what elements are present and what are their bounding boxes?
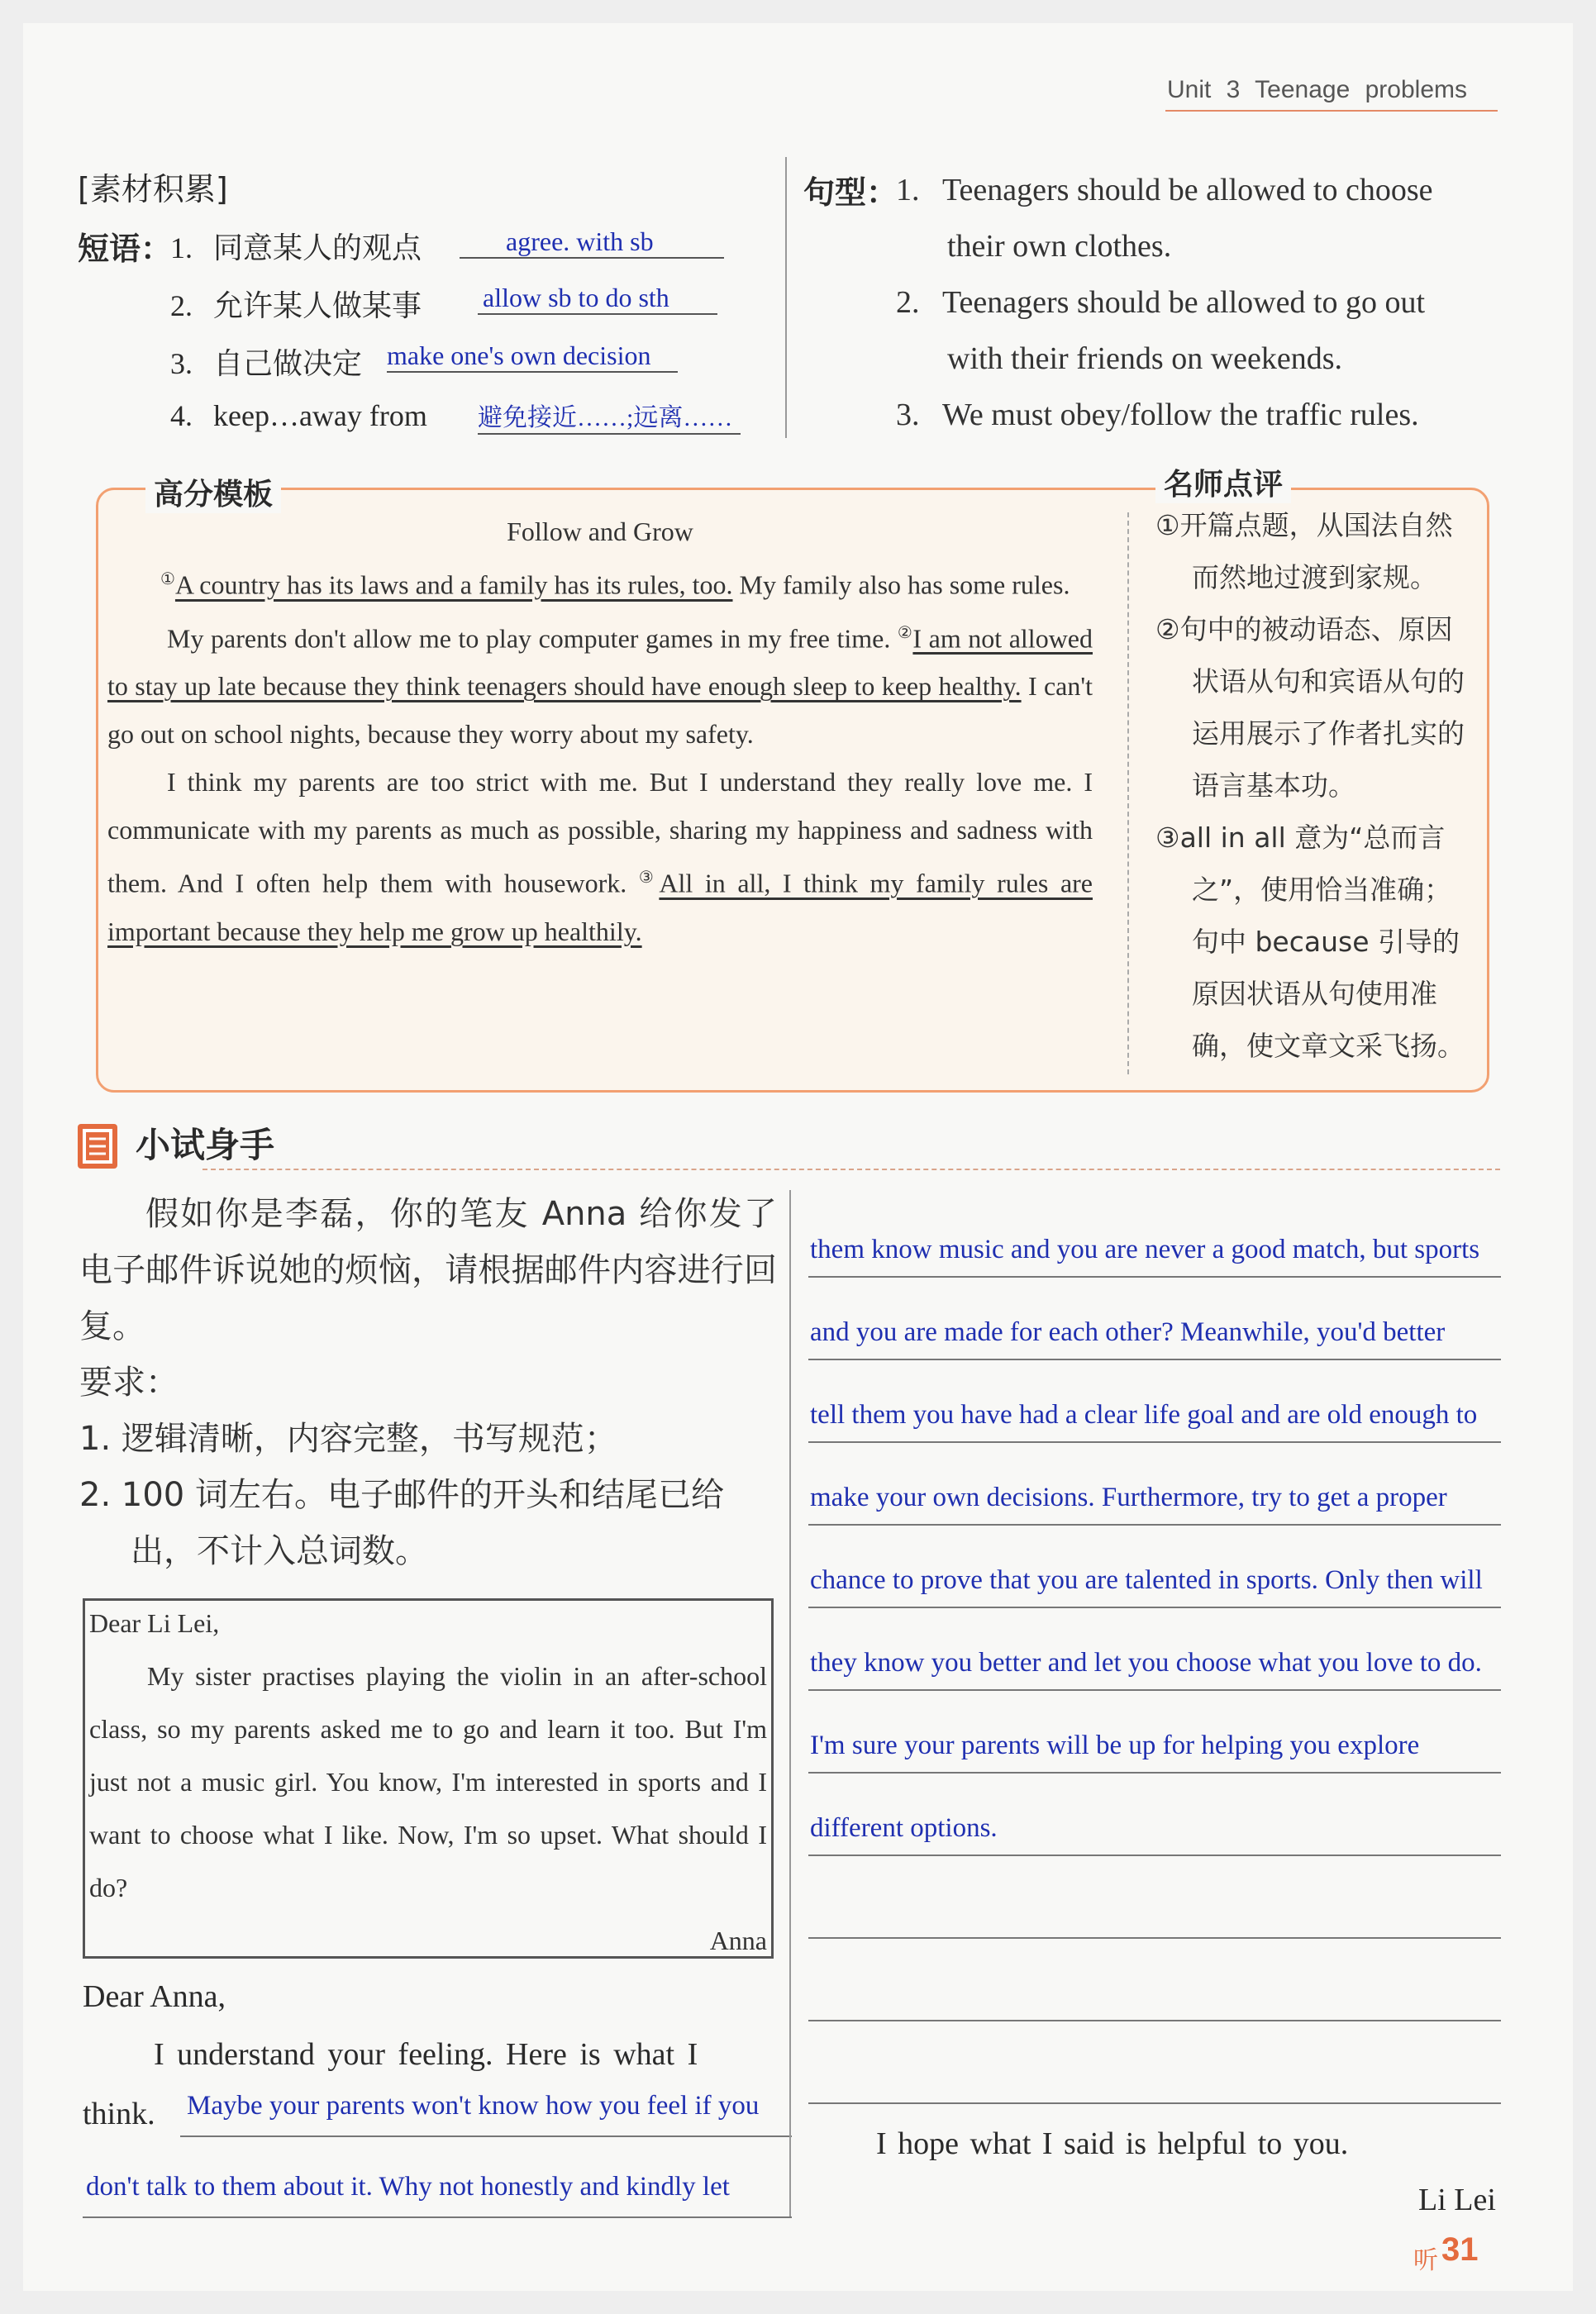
template-title: 高分模板	[145, 471, 281, 513]
phrase-4	[170, 398, 427, 433]
phrase-answer-2: allow sb to do sth	[478, 283, 717, 315]
highlight-sentence-2: I am not allowed to stay up late because they think teenagers should have enough sleep to keep healthy.	[107, 623, 1093, 702]
write-line	[180, 2135, 792, 2137]
essay-text: My family also has some rules.	[732, 569, 1070, 600]
practice-prompt	[79, 1186, 777, 1579]
phrase-answer-1: agree. with sb	[460, 226, 724, 259]
phrase-prompt: 自己做决定	[213, 347, 363, 381]
phrase-1	[170, 225, 422, 267]
page-number: 31	[1441, 2231, 1479, 2268]
reply-signature: Li Lei	[1418, 2183, 1496, 2217]
write-line	[808, 1855, 1501, 1856]
highlight-sentence-1: A country has its laws and a family has its rules, too.	[174, 569, 733, 600]
answer-line-right-1: them know music and you are never a good match, but sports	[810, 1235, 1480, 1264]
write-line	[808, 1441, 1501, 1443]
phrase-prompt: 同意某人的观点	[213, 231, 422, 265]
sentence-num: 2.	[896, 285, 920, 320]
phrases-label: 短语：	[78, 231, 173, 267]
essay-paragraph-1	[107, 555, 1093, 609]
sentence-text: We must obey/follow the traffic rules.	[942, 398, 1419, 432]
phrase-prompt: keep…away from	[213, 399, 427, 432]
phrase-answer-3: make one's own decision	[387, 340, 678, 373]
anna-letter	[89, 1597, 767, 1967]
requirements-label: 要求：	[79, 1364, 179, 1402]
sentence-text-cont: their own clothes.	[947, 229, 1172, 264]
letter-greeting: Dear Li Lei,	[89, 1608, 220, 1638]
mark-3: ③	[638, 869, 660, 888]
answer-line-right-5: chance to prove that you are talented in sports. Only then will	[810, 1565, 1483, 1595]
phrase-prompt: 允许某人做某事	[213, 289, 422, 323]
essay-text: My parents don't allow me to play computer games in my free time.	[167, 623, 891, 654]
highlight-sentence-3: All in all, I think my family rules are important because they help me grow up healthily.	[107, 868, 1093, 946]
write-line	[808, 2020, 1501, 2021]
requirement-2: 2. 100 词左右。电子邮件的开头和结尾已给出，不计入总词数。	[79, 1476, 724, 1570]
reply-intro: I understand your feeling. Here is what I	[154, 2037, 698, 2072]
practice-title: 小试身手	[136, 1125, 275, 1165]
essay-paragraph-2	[107, 609, 1093, 759]
sentence-list	[896, 162, 1508, 443]
comment-1: ①开篇点题，从国法自然而然地过渡到家规。	[1155, 509, 1453, 593]
write-line	[808, 1524, 1501, 1526]
teacher-comments	[1155, 499, 1473, 1072]
template-divider	[1127, 512, 1129, 1074]
phrase-num: 3.	[170, 347, 193, 380]
phrase-num: 1.	[170, 231, 193, 264]
sentence-2	[896, 274, 1508, 331]
practice-divider	[789, 1190, 791, 2216]
comment-2: ②句中的被动语态、原因状语从句和宾语从句的运用展示了作者扎实的语言基本功。	[1155, 613, 1465, 802]
answer-line-left-1: Maybe your parents won't know how you feel if you	[187, 2091, 760, 2121]
sentences-label: 句型：	[803, 174, 898, 211]
phrase-num: 4.	[170, 399, 193, 432]
sentence-num: 3.	[896, 398, 920, 432]
write-line	[808, 2102, 1501, 2104]
column-divider	[785, 157, 787, 438]
teacher-comment-title: 名师点评	[1155, 461, 1291, 503]
write-line	[808, 1276, 1501, 1278]
section-icon	[78, 1124, 117, 1169]
letter-signature: Anna	[709, 1926, 767, 1955]
write-line	[808, 1937, 1501, 1939]
running-header	[1167, 76, 1467, 104]
sentence-3	[896, 387, 1508, 443]
write-line	[83, 2216, 792, 2218]
essay-text: I can't go out on school nights, because they worry about my safety.	[107, 671, 1093, 750]
header-rule	[1165, 110, 1498, 112]
sentence-1	[896, 162, 1508, 218]
reply-greeting: Dear Anna,	[83, 1979, 226, 2014]
essay-title: Follow and Grow	[507, 517, 693, 546]
phrase-num: 2.	[170, 289, 193, 322]
answer-line-left-2: don't talk to them about it. Why not honestly and kindly let	[86, 2172, 730, 2202]
answer-line-right-6: they know you better and let you choose what you love to do.	[810, 1648, 1482, 1678]
essay-text: I think my parents are too strict with me. But I understand they really love me. I communicate with my parents as much as possible, sharing my happiness and sadness with them. And I often help them with housework.	[107, 767, 1093, 898]
mark-1: ①	[160, 570, 175, 588]
materials-title: [素材积累]	[78, 171, 228, 207]
essay-paragraph-3	[107, 758, 1093, 955]
reply-think: think.	[83, 2097, 155, 2131]
prompt-text: 假如你是李磊，你的笔友 Anna 给你发了电子邮件诉说她的烦恼，请根据邮件内容进行回复。	[79, 1195, 777, 1345]
sentence-text-cont: with their friends on weekends.	[947, 341, 1343, 376]
phrase-2	[170, 283, 422, 325]
requirement-1: 1. 逻辑清晰，内容完整，书写规范；	[79, 1420, 617, 1458]
unit-title: Teenage problems	[1255, 76, 1467, 103]
answer-line-right-7: I'm sure your parents will be up for helping you explore	[810, 1731, 1420, 1760]
sentence-num: 1.	[896, 173, 920, 207]
answer-line-right-4: make your own decisions. Furthermore, try to get a proper	[810, 1483, 1447, 1512]
book-icon	[78, 1124, 117, 1169]
answer-line-right-2: and you are made for each other? Meanwhile, you'd better	[810, 1317, 1446, 1347]
section-rule	[202, 1169, 1500, 1170]
mark-2: ②	[897, 623, 913, 642]
model-essay	[107, 507, 1093, 955]
write-line	[808, 1772, 1501, 1774]
phrase-answer-4: 避免接近……;远离……	[478, 397, 741, 435]
answer-line-right-8: different options.	[810, 1813, 998, 1843]
sentence-text: Teenagers should be allowed to choose	[942, 173, 1433, 207]
write-line	[808, 1607, 1501, 1608]
reply-closing: I hope what I said is helpful to you.	[876, 2126, 1349, 2161]
unit-label: Unit 3	[1167, 76, 1241, 103]
sentence-text: Teenagers should be allowed to go out	[942, 285, 1426, 320]
listen-label: 听	[1413, 2246, 1438, 2275]
letter-body: My sister practises playing the violin in an after-school class, so my parents asked me to go and learn it too. But I'm just not a music girl. You know, I'm interested in sports and I want to choose what I like. Now, I'm so upset. What should I do?	[89, 1661, 767, 1902]
write-line	[808, 1359, 1501, 1360]
write-line	[808, 1689, 1501, 1691]
phrase-3	[170, 340, 362, 383]
comment-3: ③all in all 意为“总而言之”，使用恰当准确；句中 because 引导的原因状语从句使用准确，使文章文采飞扬。	[1155, 821, 1465, 1062]
answer-line-right-3: tell them you have had a clear life goal and are old enough to	[810, 1400, 1478, 1430]
